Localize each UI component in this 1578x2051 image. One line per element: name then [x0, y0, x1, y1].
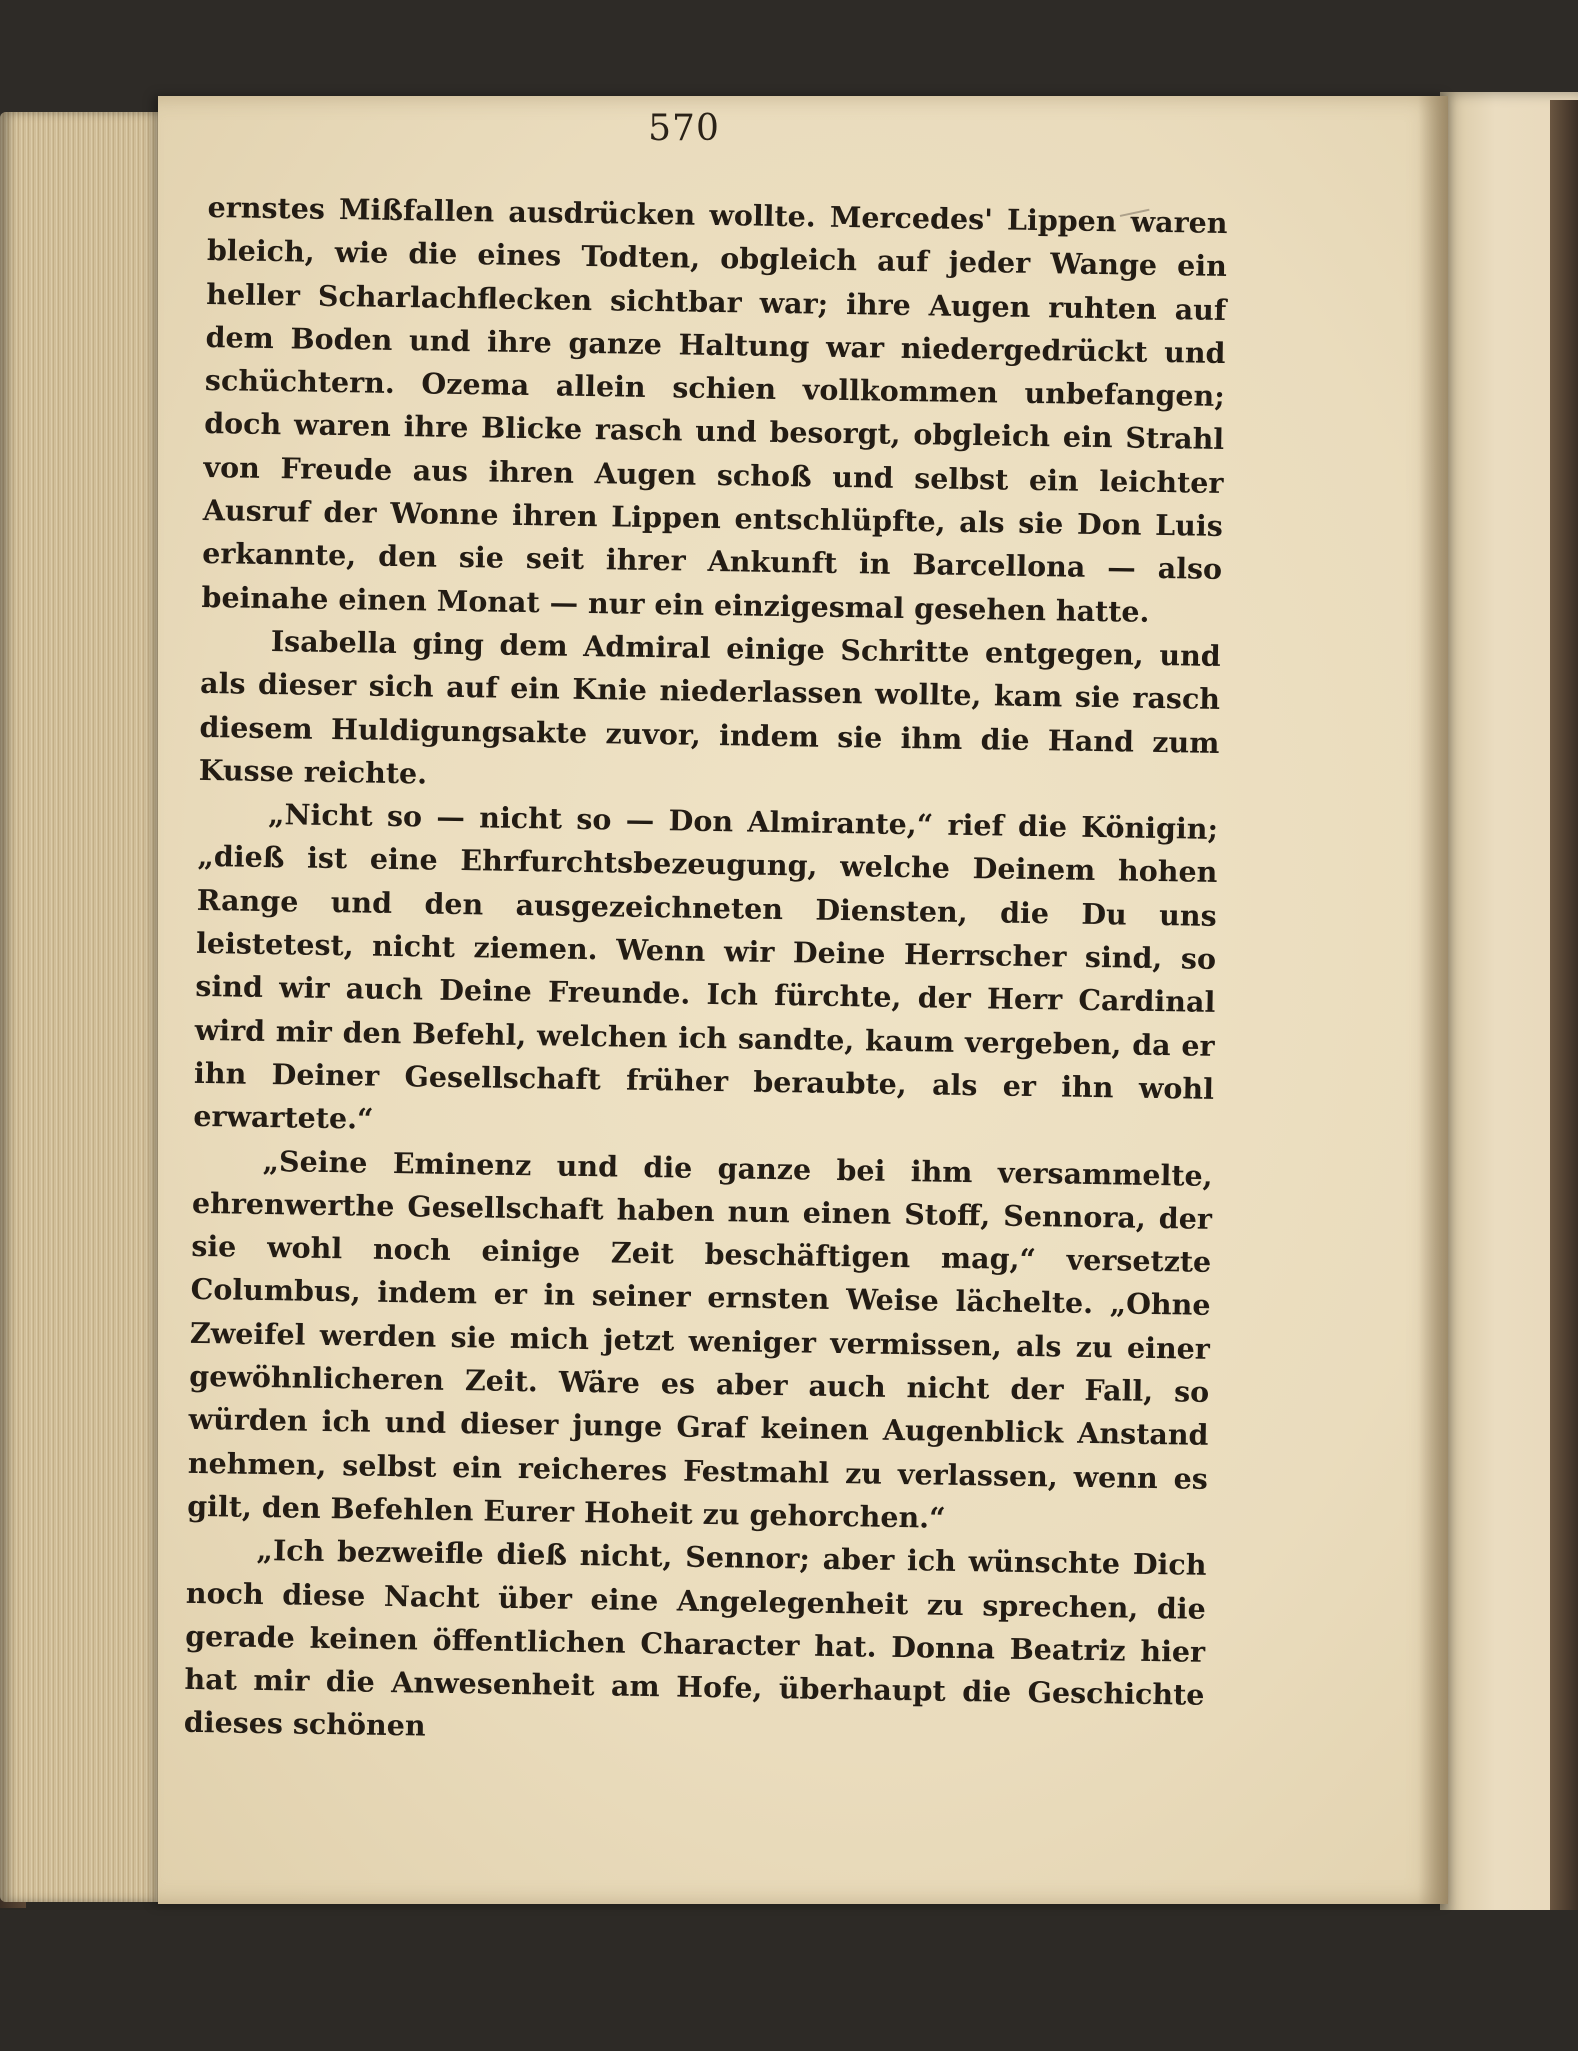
paragraph: Isabella ging dem Admiral einige Schritte entgegen, und als dieser sich auf ein Knie niederlassen wollte, kam sie rasch diesem Huldigungsakte zuvor, indem sie ihm die Hand zum Kusse reichte.: [198, 624, 1222, 791]
paragraph: „Nicht so — nicht so — Don Almirante,“ rief die Königin; „dieß ist eine Ehrfurchtsbezeugung, welche Deinem hohen Range und den ausgezeichneten Diensten, die Du uns leistetest, nicht ziemen. Wenn wir Deine Herrscher sind, so sind wir auch Deine Freunde. Ich fürchte, der Herr Cardinal wird mir den Befehl, welchen ich sandte, kaum vergeben, da er ihn Deiner Gesellschaft früher beraubte, als er ihn wohl erwartete.“: [193, 797, 1219, 1136]
scanner-background-bottom: [0, 1910, 1578, 2051]
book-cover-right: [1550, 100, 1578, 1930]
page-edges-left: [0, 112, 170, 1902]
page-number: 570: [648, 108, 720, 149]
paragraph: „Seine Eminenz und die ganze bei ihm versammelte, ehrenwerthe Gesellschaft haben nun einen Stoff, Sennora, der sie wohl noch einige Zeit beschäftigen mag,“ versetzte Columbus, indem er in seiner ernsten Weise lächelte. „Ohne Zweifel werden sie mich jetzt weniger vermissen, als zu einer gewöhnlicheren Zeit. Wäre es aber auch nicht der Fall, so würden ich und dieser junge Graf keinen Augenblick Anstand nehmen, selbst ein reicheres Festmahl zu verlassen, wenn es gilt, den Befehlen Eurer Hoheit zu gehorchen.“: [187, 1143, 1213, 1535]
paragraph-continued: ernstes Mißfallen ausdrücken wollte. Mercedes' Lippen waren bleich, wie die eines Todten, obgleich auf jeder Wange ein heller Scharlachflecken sichtbar war; ihre Augen ruhten auf dem Boden und ihre ganze Haltung war niedergedrückt und schüchtern. Ozema allein schien vollkommen unbefangen; doch waren ihre Blicke rasch und besorgt, obgleich ein Strahl von Freude aus ihren Augen schoß und selbst ein leichter Ausruf der Wonne ihren Lippen entschlüpfte, als sie Don Luis erkannte, den sie seit ihrer Ankunft in Barcellona — also beinahe einen Monat — nur ein einzigesmal gesehen hatte.: [201, 189, 1228, 629]
page-gutter-shadow: [1418, 96, 1448, 1904]
page-body-text: [184, 186, 1228, 1761]
paragraph: „Ich bezweifle dieß nicht, Sennor; aber ich wünschte Dich noch diese Nacht über eine Angelegenheit zu sprechen, die gerade keinen öffentlichen Character hat. Donna Beatriz hier hat mir die Anwesenheit am Hofe, überhaupt die Geschichte dieses schönen: [183, 1533, 1207, 1743]
